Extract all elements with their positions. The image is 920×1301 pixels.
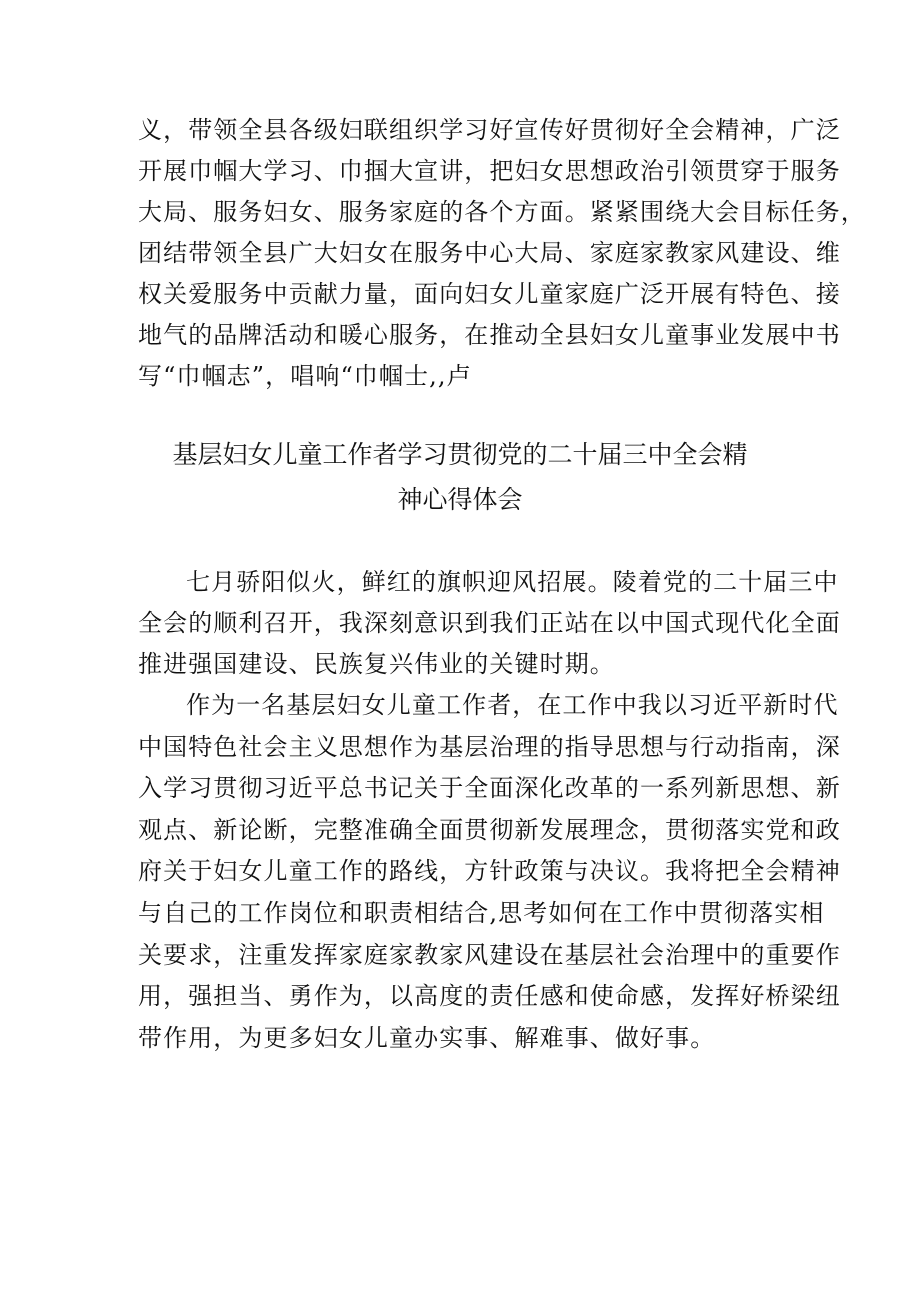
text-line: 观点、新论断，完整准确全面贯彻新发展理念，贯彻落实党和政 — [138, 815, 841, 844]
text-line: 用，强担当、勇作为，以高度的责任感和使命感，发挥好桥梁纽 — [138, 982, 841, 1011]
text-line: 大局、服务妇女、服务家庭的各个方面。紧紧围绕大会目标任务， — [138, 198, 866, 226]
text-line: 义，带领全县各级妇联组织学习好宣传好贯彻好全会精神，广泛 — [138, 116, 841, 144]
paragraph — [138, 685, 841, 1059]
previous-section-text — [138, 110, 866, 397]
text-line: 写“巾帼志”，唱响“巾帼士,,卢 — [138, 362, 472, 390]
text-line: 中国特色社会主义思想作为基层治理的指导思想与行动指南，深 — [138, 732, 841, 761]
article-body — [138, 562, 841, 1059]
text-line: 与自己的工作岗位和职责相结合,思考如何在工作中贯彻落实相 — [138, 898, 825, 927]
text-line: 团结带领全县广大妇女在服务中心大局、家庭家教家风建设、维 — [138, 239, 841, 267]
title-line: 神心得体会 — [397, 485, 523, 514]
text-line: 全会的顺利召开，我深刻意识到我们正站在以中国式现代化全面 — [138, 609, 841, 637]
text-line: 入学习贯彻习近平总书记关于全面深化改革的一系列新思想、新 — [138, 774, 841, 803]
text-line: 带作用，为更多妇女儿童办实事、解难事、做好事。 — [138, 1023, 716, 1052]
text-line: 推进强国建设、民族复兴伟业的关键时期。 — [138, 650, 615, 678]
article-title — [0, 432, 920, 522]
text-line: 府关于妇女儿童工作的路线，方针政策与决议。我将把全会精神 — [138, 857, 841, 886]
text-line: 地气的品牌活动和暖心服务，在推动全县妇女儿童事业发展中书 — [138, 321, 841, 349]
text-line: 权关爱服务中贡献力量，面向妇女儿童家庭广泛开展有特色、接 — [138, 280, 841, 308]
text-line: 开展巾帼大学习、巾掴大宣讲，把妇女思想政治引领贯穿于服务 — [138, 157, 841, 185]
title-line: 基层妇女儿童工作者学习贯彻党的二十届三中全会精 — [172, 440, 748, 469]
paragraph — [138, 562, 841, 685]
text-line: 作为一名基层妇女儿童工作者，在工作中我以习近平新时代 — [186, 691, 839, 719]
text-line: 关要求，注重发挥家庭家教家风建设在基层社会治理中的重要作 — [138, 940, 841, 969]
text-line: 七月骄阳似火，鲜红的旗帜迎风招展。陵着党的二十届三中 — [186, 568, 839, 596]
